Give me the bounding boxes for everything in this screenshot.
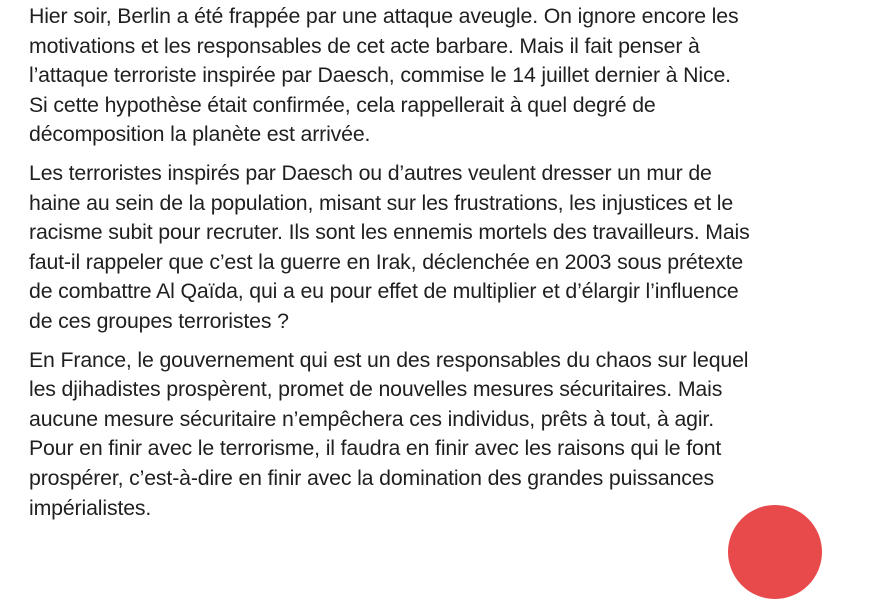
article-body bbox=[29, 2, 869, 532]
text-line: aucune mesure sécuritaire n’empêchera ces individus, prêts à tout, à agir. bbox=[29, 406, 714, 431]
paragraph-3 bbox=[29, 346, 869, 524]
text-line: faut-il rappeler que c’est la guerre en Irak, déclenchée en 2003 sous prétexte bbox=[29, 249, 744, 274]
text-line: décomposition la planète est arrivée. bbox=[29, 122, 371, 147]
floating-action-button[interactable] bbox=[728, 505, 822, 599]
text-line: prospérer, c’est-à-dire en finir avec la domination des grandes puissances bbox=[29, 465, 714, 490]
text-line: de combattre Al Qaïda, qui a eu pour effet de multiplier et d’élargir l’influence bbox=[29, 279, 739, 304]
text-line: de ces groupes terroristes ? bbox=[29, 308, 289, 333]
text-line: Pour en finir avec le terrorisme, il faudra en finir avec les raisons qui le font bbox=[29, 436, 722, 461]
text-line: impérialistes. bbox=[29, 495, 152, 520]
text-line: Si cette hypothèse était confirmée, cela rappellerait à quel degré de bbox=[29, 92, 656, 117]
text-line: Les terroristes inspirés par Daesch ou d’autres veulent dresser un mur de bbox=[29, 160, 712, 185]
text-line: motivations et les responsables de cet acte barbare. Mais il fait penser à bbox=[29, 33, 700, 58]
paragraph-2 bbox=[29, 159, 869, 337]
text-line: Hier soir, Berlin a été frappée par une attaque aveugle. On ignore encore les bbox=[29, 4, 739, 28]
text-line: En France, le gouvernement qui est un des responsables du chaos sur lequel bbox=[29, 347, 749, 372]
text-line: les djihadistes prospèrent, promet de nouvelles mesures sécuritaires. Mais bbox=[29, 377, 723, 402]
paragraph-1 bbox=[29, 2, 869, 150]
text-line: haine au sein de la population, misant sur les frustrations, les injustices et le bbox=[29, 190, 734, 215]
text-line: l’attaque terroriste inspirée par Daesch, commise le 14 juillet dernier à Nice. bbox=[29, 63, 731, 88]
text-line: racisme subit pour recruter. Ils sont les ennemis mortels des travailleurs. Mais bbox=[29, 220, 750, 245]
